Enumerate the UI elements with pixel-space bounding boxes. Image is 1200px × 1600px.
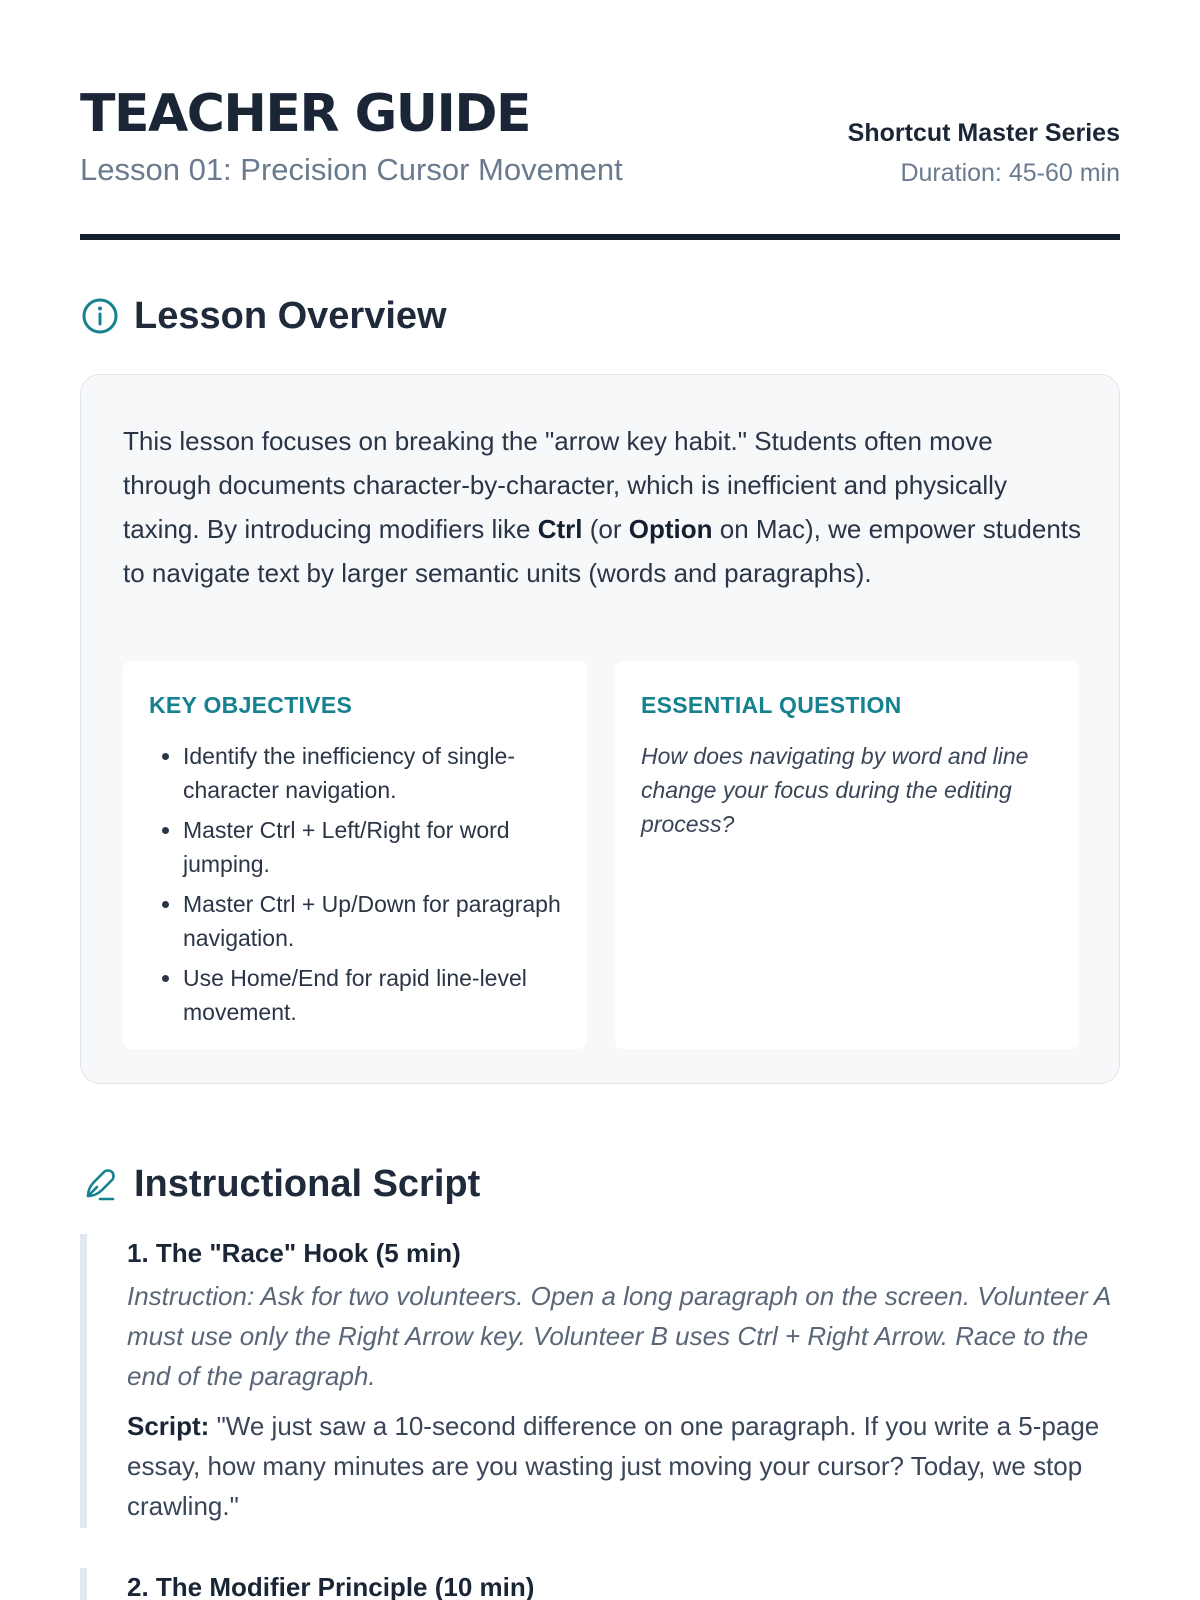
script-heading (80, 1160, 480, 1208)
script-step-1 (80, 1234, 1120, 1528)
overview-heading (80, 292, 447, 340)
document-header (80, 84, 1120, 244)
step-script: Script: "We just saw a 10-second difference on one paragraph. If you write a 5-page essay, how many minutes are you wasting just moving your cursor? Today, we stop crawling." (127, 1411, 1100, 1521)
objective-item: • Use Home/End for rapid line-level movement. (183, 961, 561, 1029)
script-step-2 (80, 1568, 1120, 1600)
essential-question-text: How does navigating by word and line change your focus during the editing process? (641, 743, 1029, 837)
series-name: Shortcut Master Series (847, 119, 1120, 147)
step-title: 1. The "Race" Hook (5 min) (127, 1238, 461, 1268)
pen-nib-icon (80, 1164, 120, 1204)
key-objectives-title: KEY OBJECTIVES (149, 692, 353, 718)
essential-question-title: ESSENTIAL QUESTION (641, 692, 902, 718)
script-heading-text: Instructional Script (134, 1163, 481, 1205)
document-title: TEACHER GUIDE (80, 84, 531, 144)
overview-heading-text: Lesson Overview (134, 295, 447, 337)
ctrl-key-term: Ctrl (537, 514, 583, 544)
info-circle-icon (80, 296, 120, 336)
lesson-subtitle: Lesson 01: Precision Cursor Movement (80, 152, 623, 187)
objective-item: • Master Ctrl + Up/Down for paragraph navigation. (183, 887, 561, 955)
objective-item: • Identify the inefficiency of single-character navigation. (183, 739, 561, 807)
essential-question-card (615, 661, 1079, 1049)
option-key-term: Option (628, 514, 713, 544)
lesson-duration: Duration: 45-60 min (900, 159, 1120, 187)
step-title: 2. The Modifier Principle (10 min) (127, 1572, 535, 1600)
objective-item: • Master Ctrl + Left/Right for word jumping. (183, 813, 561, 881)
header-divider (80, 234, 1120, 240)
objectives-list (149, 739, 561, 1029)
overview-card (80, 374, 1120, 1084)
step-instruction: Instruction: Ask for two volunteers. Open a long paragraph on the screen. Volunteer A must use only the Right Arrow key. Volunteer B uses Ctrl + Right Arrow. Race to the end of the paragraph. (127, 1281, 1111, 1391)
overview-paragraph: This lesson focuses on breaking the "arrow key habit." Students often move through documents character-by-character, which is inefficient and physically taxing. By introducing modifiers like Ctrl (or Option on Mac), we empower students to navigate text by larger semantic units (words and paragraphs). (123, 426, 1082, 588)
key-objectives-card (123, 661, 587, 1049)
script-label: Script: (127, 1411, 210, 1441)
